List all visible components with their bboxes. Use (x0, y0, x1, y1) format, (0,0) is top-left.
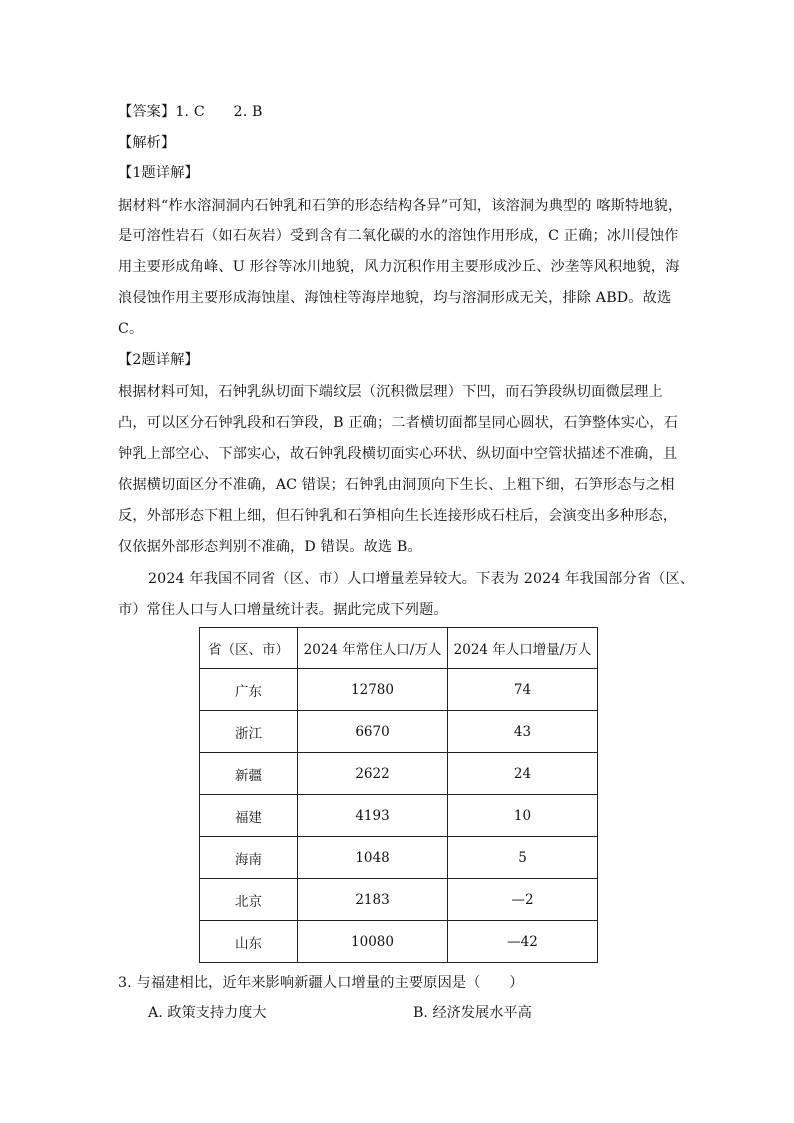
table-cell-increase: —42 (448, 921, 598, 963)
table-cell-population: 2183 (298, 879, 448, 921)
q2-heading: 【2题详解】 (118, 352, 199, 368)
table-cell-increase: 24 (448, 753, 598, 795)
intro-line: 市）常住人口与人口增量统计表。据此完成下列题。 (118, 602, 448, 618)
q1-heading: 【1题详解】 (118, 165, 199, 181)
table-cell-region: 浙江 (200, 711, 298, 753)
table-cell-increase: 74 (448, 669, 598, 711)
q1-text-line: 用主要形成角峰、U 形谷等冰川地貌，风力沉积作用主要形成沙丘、沙垄等风积地貌，海 (118, 259, 680, 275)
table-cell-population: 1048 (298, 837, 448, 879)
table-header-cell: 2024 年人口增量/万人 (448, 628, 598, 669)
answer-line: 【答案】1. C 2. B (118, 104, 263, 120)
table-row (200, 753, 598, 795)
table-cell-increase: 43 (448, 711, 598, 753)
table-row (200, 669, 598, 711)
q2-text-line: 凸，可以区分石钟乳段和石笋段，B 正确；二者横切面都呈同心圆状，石笋整体实心，石 (118, 415, 679, 431)
table-cell-region: 福建 (200, 795, 298, 837)
table-cell-population: 4193 (298, 795, 448, 837)
table-row (200, 921, 598, 963)
q1-text-line: 是可溶性岩石（如石灰岩）受到含有二氧化碳的水的溶蚀作用形成，C 正确；冰川侵蚀作 (118, 228, 679, 244)
q2-text-line: 根据材料可知，石钟乳纵切面下端纹层（沉积微层理）下凹，而石笋段纵切面微层理上 (118, 384, 663, 400)
q1-text-line: C。 (118, 321, 144, 337)
table-header-row (200, 628, 598, 669)
q3-stem: 3. 与福建相比，近年来影响新疆人口增量的主要原因是（ ） (118, 975, 524, 991)
table-header-cell: 省（区、市） (200, 628, 298, 669)
q2-text-line: 仅依据外部形态判别不准确，D 错误。故选 B。 (118, 539, 422, 555)
table-cell-region: 广东 (200, 669, 298, 711)
q2-text-line: 依据横切面区分不准确，AC 错误；石钟乳由洞顶向下生长、上粗下细，石笋形态与之相 (118, 477, 675, 493)
population-table (199, 627, 598, 963)
analysis-heading: 【解析】 (118, 135, 176, 151)
table-cell-population: 2622 (298, 753, 448, 795)
q3-option-a: A. 政策支持力度大 (148, 1005, 267, 1021)
table-cell-region: 山东 (200, 921, 298, 963)
table-row (200, 879, 598, 921)
intro-line: 2024 年我国不同省（区、市）人口增量差异较大。下表为 2024 年我国部分省（区、 (148, 571, 695, 587)
table-cell-population: 6670 (298, 711, 448, 753)
q2-text-line: 反，外部形态下粗上细，但石钟乳和石笋相向生长连接形成石柱后，会演变出多种形态， (118, 508, 678, 524)
table-cell-region: 新疆 (200, 753, 298, 795)
q1-text-line: 浪侵蚀作用主要形成海蚀崖、海蚀柱等海岸地貌，均与溶洞形成无关，排除 ABD。故选 (118, 290, 672, 306)
table-cell-increase: 5 (448, 837, 598, 879)
q1-text-line: 据材料“柞水溶洞洞内石钟乳和石笋的形态结构各异”可知，该溶洞为典型的 喀斯特地貌， (118, 198, 683, 214)
table-cell-increase: 10 (448, 795, 598, 837)
table-header-cell: 2024 年常住人口/万人 (298, 628, 448, 669)
table-cell-region: 海南 (200, 837, 298, 879)
q3-option-b: B. 经济发展水平高 (413, 1005, 532, 1021)
table-cell-population: 10080 (298, 921, 448, 963)
table-row (200, 711, 598, 753)
table-row (200, 837, 598, 879)
table-cell-increase: —2 (448, 879, 598, 921)
table-row (200, 795, 598, 837)
table-cell-population: 12780 (298, 669, 448, 711)
table-cell-region: 北京 (200, 879, 298, 921)
q2-text-line: 钟乳上部空心、下部实心，故石钟乳段横切面实心环状、纵切面中空管状描述不准确，且 (118, 446, 678, 462)
